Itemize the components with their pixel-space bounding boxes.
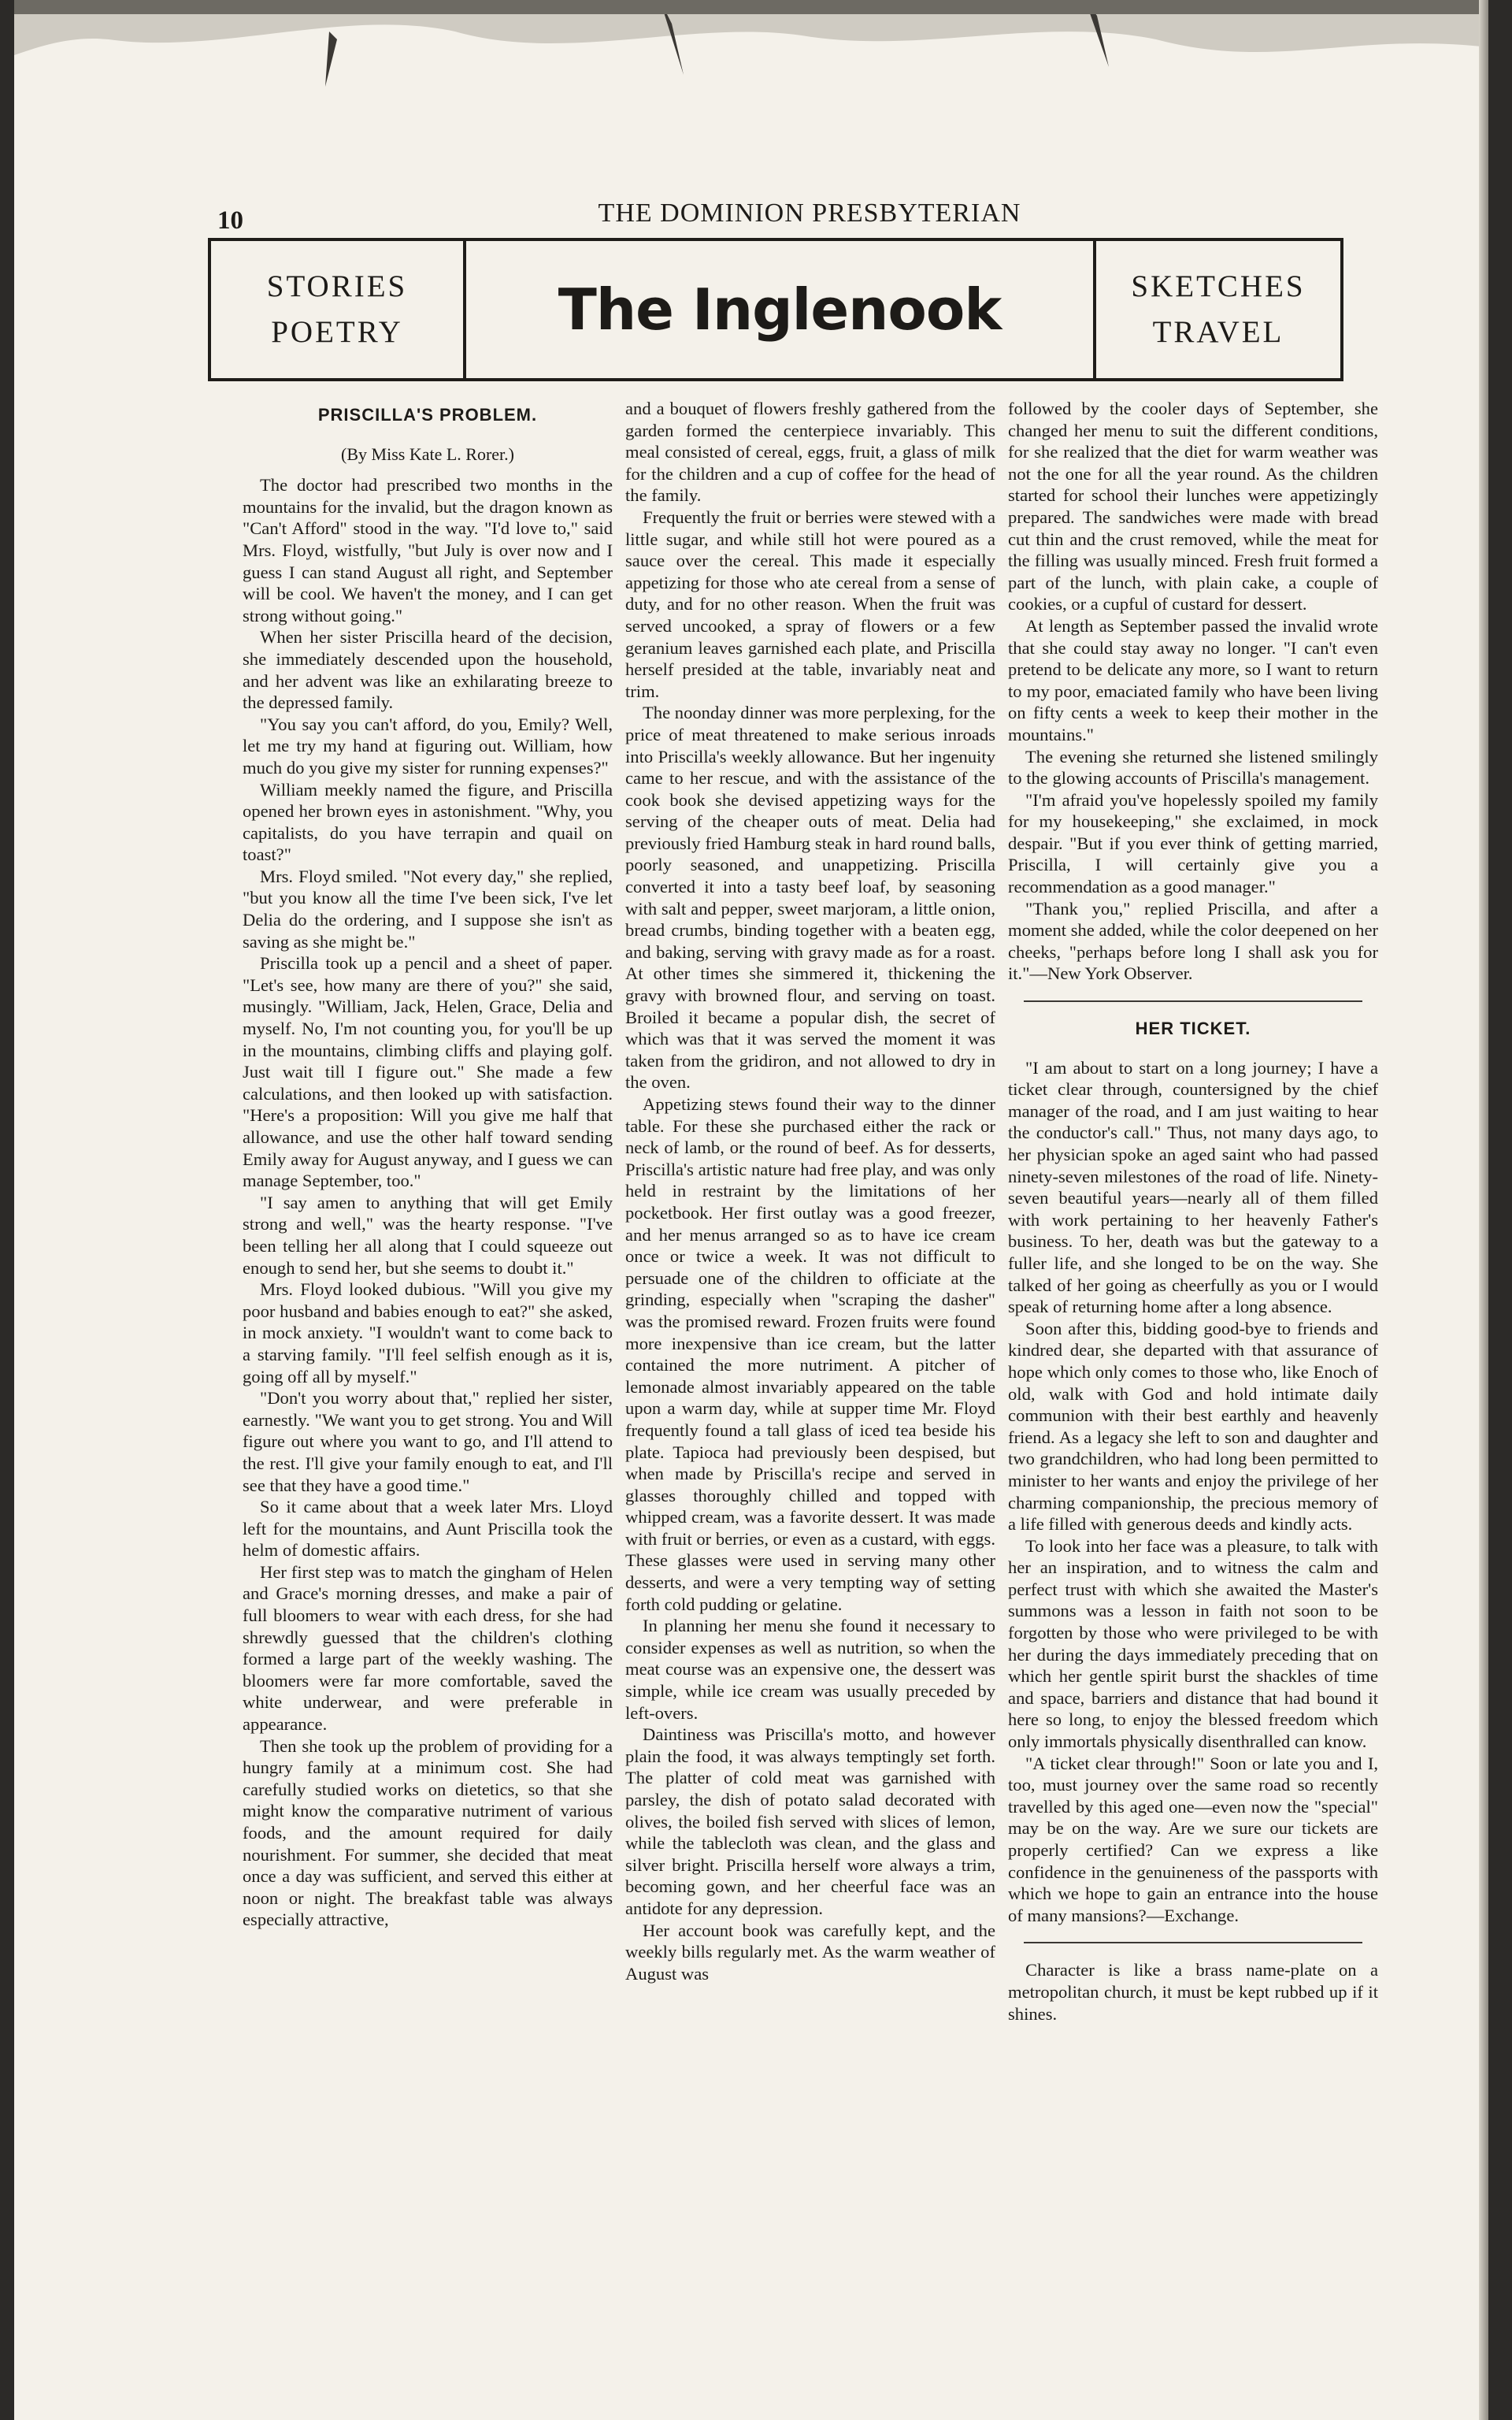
paragraph: "I'm afraid you've hopelessly spoiled my family for my housekeeping," she exclaimed, in mock despair. "But if you ever think of getting married, Priscilla, I will certainly give you a recommendation as a good manager." [1008,789,1378,897]
paragraph: The evening she returned she listened smilingly to the glowing accounts of Priscilla's management. [1008,746,1378,789]
banner-poetry: POETRY [271,315,403,349]
banner-sketches: SKETCHES [1131,269,1306,303]
paragraph: "I say amen to anything that will get Emily strong and well," was the hearty response. "I've been telling her all along that I could squeeze out enough to send her, but she seems to doubt it." [243,1192,613,1278]
paragraph: Frequently the fruit or berries were stewed with a little sugar, and while still hot were poured as a sauce over the cereal. This made it especially appetizing for those who ate cereal from a sense of duty, and for no other reason. When the fruit was served uncooked, a spray of flowers or a few geranium leaves garnished each plate, and Priscilla herself presided at the table, invariably neat and trim. [625,507,995,701]
paragraph: William meekly named the figure, and Priscilla opened her brown eyes in astonishment. "Why, you capitalists, do you have terrapin and quail on toast?" [243,779,613,865]
paragraph: Then she took up the problem of providing for a hungry family at a minimum cost. She had carefully studied works on dietetics, so that she might know the comparative nutriment of various foods, and the amount required for daily nourishment. For summer, she decided that meat once a day was sufficient, and served this either at noon or night. The breakfast table was always especially attractive, [243,1735,613,1930]
paragraph: and a bouquet of flowers freshly gathered from the garden formed the centerpiece invariably. This meal consisted of cereal, eggs, fruit, a glass of milk for the children and a cup of coffee for the head of the family. [625,399,995,506]
newspaper-page [14,0,1488,2420]
column-1 [243,398,613,1931]
paragraph: Mrs. Floyd looked dubious. "Will you give my poor husband and babies enough to eat?" she asked, in mock anxiety. "I wouldn't want to come back to a starving family. "I'll feel selfish enough as it is, going off all by myself." [243,1279,613,1386]
paragraph: At length as September passed the invalid wrote that she could stay away no longer. "I can't even pretend to be delicate any more, so I want to return to my poor, emaciated family who have been living on fifty cents a week to keep their mother in the mountains." [1008,615,1378,744]
paragraph: "You say you can't afford, do you, Emily? Well, let me try my hand at figuring out. William, how much do you give my sister for running expenses?" [243,714,613,778]
banner-right-panel [1093,241,1340,378]
paragraph: "A ticket clear through!" Soon or late you and I, too, must journey over the same road so recently travelled by this aged one—even now the "special" may be on the way. Are we sure our tickets are properly certified? Can we express a like confidence in the genuineness of the passports with which we hope to gain an entrance into the house of many mansions?—Exchange. [1008,1753,1378,1925]
paragraph: Daintiness was Priscilla's motto, and however plain the food, it was always temptingly set forth. The platter of cold meat was garnished with parsley, the dish of potato salad decorated with olives, the boiled fish served with slices of lemon, while the tablecloth was clean, and the glass and silver bright. Priscilla herself wore always a trim, becoming gown, and her cheerful face was an antidote for any depression. [625,1724,995,1918]
paragraph: "Don't you worry about that," replied her sister, earnestly. "We want you to get strong. You and Will figure out where you want to go, and I'll attend to the rest. I'll give your family enough to eat, and I'll see that they have a good time." [243,1388,613,1495]
banner-travel: TRAVEL [1152,315,1284,349]
section-banner [208,238,1343,381]
paragraph: Her first step was to match the gingham of Helen and Grace's morning dresses, and make a pair of full bloomers to wear with each dress, for she had shrewdly guessed that the children's clothing formed a large part of the weekly washing. The bloomers were far more comfortable, saved the white underwear, and were preferable in appearance. [243,1561,613,1735]
article-byline: (By Miss Kate L. Rorer.) [341,444,514,464]
filler-paragraph: Character is like a brass name-plate on a metropolitan church, it must be kept rubbed up if it shines. [1008,1960,1378,2024]
paragraph: Appetizing stews found their way to the dinner table. For these she purchased either the rack or neck of lamb, or the round of beef. As for desserts, Priscilla's artistic nature had free play, and was only held in restraint by the limitations of her pocketbook. Her first outlay was a good freezer, and her menus arranged so as to have ice cream once or twice a week. It was not difficult to persuade one of the children to officiate at the grinding, especially when "scraping the dasher" was the promised reward. Frozen fruits were found more inexpensive than ice cream, but the latter contained the more nutriment. A pitcher of lemonade almost invariably appeared on the table upon a warm day, while at supper time Mr. Floyd frequently found a tall glass of iced tea beside his plate. Tapioca had previously been despised, but when made by Priscilla's recipe and served in glasses thoroughly chilled and topped with whipped cream, was a favorite dessert. It was made with fruit or berries, or even as a custard, with eggs. These glasses were used in serving many other desserts, and were a very tempting way of setting forth cold pudding or gelatine. [625,1094,995,1614]
paragraph: "I am about to start on a long journey; I have a ticket clear through, countersigned by the chief manager of the road, and I am just waiting to hear the conductor's call." Thus, not many days ago, to her physician spoke an aged saint who had passed ninety-seven milestones of the road of life. Ninety-seven beautiful years—nearly all of them filled with work pertaining to her heavenly Father's business. To her, death was but the gateway to a fuller life, and she longed to be on the way. She talked of her going as cheerfully as you or I would speak of returning home after a long absence. [1008,1057,1378,1317]
banner-stories: STORIES [266,269,408,303]
section-divider [1024,1942,1362,1943]
article-title: PRISCILLA'S PROBLEM. [317,405,538,425]
paragraph: The noonday dinner was more perplexing, for the price of meat threatened to make serious inroads into Priscilla's weekly allowance. But her ingenuity came to her rescue, and with the assistance of the cook book she devised appetizing ways for the serving of the cheaper outs of meat. Delia had previously fried Hamburg steak in hard round balls, poorly seasoned, and unappetizing. Priscilla converted it into a tasty beef loaf, by seasoning with salt and pepper, sweet marjoram, a little onion, bread crumbs, binding together with a beaten egg, and baking, serving with gravy made as for a roast. At other times she simmered it, thickening the gravy with browned flour, and serving on toast. Broiled it became a popular dish, the secret of which was that it was served the moment it was taken from the gridiron, and not allowed to dry in the oven. [625,703,995,1093]
paragraph: The doctor had prescribed two months in the mountains for the invalid, but the dragon known as "Can't Afford" stood in the way. "I'd love to," said Mrs. Floyd, wistfully, "but July is over now and I guess I can stand August all right, and September will be cool. We haven't the money, and I can get strong without going." [243,475,613,625]
section-divider [1024,1000,1362,1002]
page-edge-shadow [1479,0,1488,2420]
banner-left-panel [211,241,466,378]
paragraph: "Thank you," replied Priscilla, and after a moment she added, while the color deepened on her cheeks, "perhaps before long I shall ask you for it."—New York Observer. [1008,898,1378,984]
paragraph: Priscilla took up a pencil and a sheet of paper. "Let's see, how many are there of you?" she said, musingly. "William, Jack, Helen, Grace, Delia and myself. No, I'm not counting you, for you'll be up in the mountains, climbing cliffs and playing golf. Just wait till I figure out." She made a few calculations, and then looked up with satisfaction. "Here's a proposition: Will you give me half that allowance, and use the other half toward sending Emily away for August anyway, and I guess we can manage September, too." [243,953,613,1191]
paragraph: To look into her face was a pleasure, to talk with her an inspiration, and to witness the calm and perfect trust with which she awaited the Master's summons was a lesson in faith not soon to be forgotten by those who were privileged to be with her during the days immediately preceding that on which her gentle spirit burst the shackles of time and space, barriers and distance that had bound it here so long, to enjoy the blessed freedom which only immortals physically disenthralled can know. [1008,1535,1378,1752]
section-title: The Inglenook [558,277,1002,343]
paragraph: When her sister Priscilla heard of the decision, she immediately descended upon the household, and her advent was like an exhilarating breeze to the depressed family. [243,627,613,713]
paragraph: followed by the cooler days of September, she changed her menu to suit the different conditions, for she realized that the diet for warm weather was not the one for all the year round. As the children started for school their lunches were appetizingly prepared. The sandwiches were made with bread cut thin and the crust removed, while the meat for the filling was usually minced. Fresh fruit formed a part of the lunch, with plain cake, a couple of cookies, or a cupful of custard for dessert. [1008,399,1378,614]
column-2 [625,398,995,1984]
publication-title: THE DOMINION PRESBYTERIAN [598,199,1021,228]
paragraph: So it came about that a week later Mrs. Lloyd left for the mountains, and Aunt Priscilla took the helm of domestic affairs. [243,1497,613,1561]
column-3 [1008,398,1378,2025]
page-number: 10 [217,206,243,235]
paragraph: Mrs. Floyd smiled. "Not every day," she replied, "but you know all the time I've been sick, I've let Delia do the ordering, and I suppose she isn't as saving as she might be." [243,866,613,952]
article-title: HER TICKET. [1135,1019,1251,1039]
torn-top-edge [14,0,1488,134]
paragraph: Soon after this, bidding good-bye to friends and kindred dear, she departed with that assurance of hope which only comes to those who, like Enoch of old, walk with God and hold intimate daily communion with their best earthly and heavenly friend. As a legacy she left to son and daughter and two grandchildren, who had long been permitted to minister to her wants and enjoy the privilege of her charming companionship, the precious memory of a life filled with generous deeds and kindly acts. [1008,1318,1378,1535]
paragraph: In planning her menu she found it necessary to consider expenses as well as nutrition, so when the meat course was an expensive one, the dessert was simple, while ice cream was usually preceded by left-overs. [625,1616,995,1723]
paragraph: Her account book was carefully kept, and the weekly bills regularly met. As the warm weather of August was [625,1920,995,1984]
